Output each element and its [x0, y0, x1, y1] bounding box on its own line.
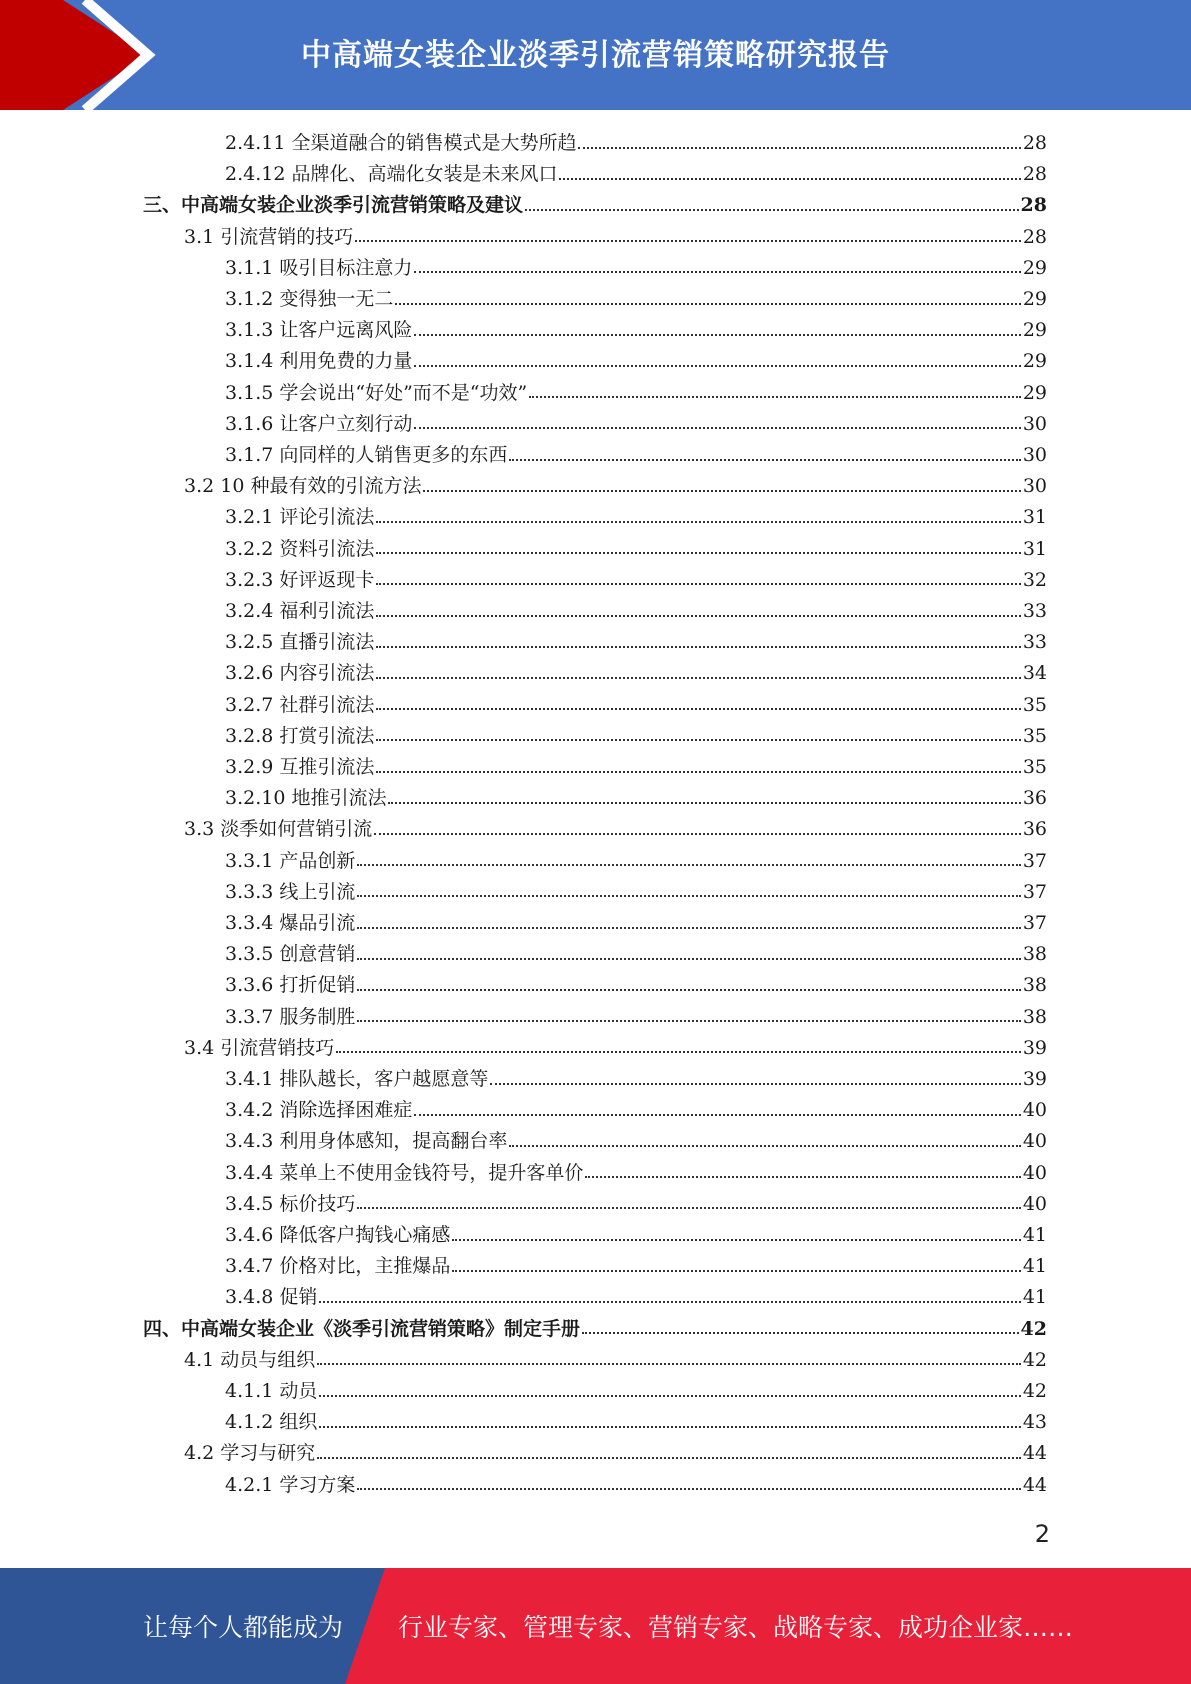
toc-entry[interactable]: [225, 939, 1047, 970]
toc-dot-leader: [319, 1426, 1020, 1428]
toc-entry-page: 29: [1022, 288, 1047, 310]
toc-entry-page: 35: [1022, 724, 1047, 747]
toc-entry-page: 30: [1022, 412, 1047, 435]
toc-entry-label: 3.2.6 内容引流法: [225, 662, 375, 685]
toc-entry[interactable]: [225, 1376, 1047, 1407]
toc-entry-label: 2.4.11 全渠道融合的销售模式是大势所趋: [225, 132, 577, 154]
toc-entry[interactable]: [225, 1095, 1047, 1126]
toc-entry-label: 3.1 引流营销的技巧: [184, 225, 354, 248]
toc-entry-page: 40: [1022, 1192, 1047, 1215]
toc-entry-label: 3.2.10 地推引流法: [225, 787, 387, 810]
toc-entry[interactable]: [225, 1282, 1047, 1313]
toc-entry-label: 3.2.7 社群引流法: [225, 693, 375, 716]
toc-entry[interactable]: [225, 752, 1047, 783]
toc-entry-label: 3.3.1 产品创新: [225, 849, 356, 872]
toc-entry-page: 35: [1022, 756, 1047, 778]
toc-entry-page: 37: [1022, 912, 1047, 934]
toc-dot-leader: [357, 989, 1020, 991]
toc-entry-label: 4.1.2 组织: [225, 1411, 318, 1434]
toc-dot-leader: [509, 459, 1020, 461]
toc-entry-label: 4.2.1 学习方案: [225, 1473, 356, 1496]
toc-entry-label: 3.1.2 变得独一无二: [225, 288, 394, 310]
toc-dot-leader: [414, 271, 1020, 273]
toc-entry-label: 4.1 动员与组织: [184, 1348, 316, 1371]
page-number: 2: [1034, 1520, 1050, 1548]
toc-entry[interactable]: [225, 658, 1047, 689]
toc-entry-label: 3.3 淡季如何营销引流: [184, 818, 373, 841]
toc-entry-page: 38: [1022, 943, 1047, 966]
toc-entry-label: 3.2.9 互推引流法: [225, 756, 375, 778]
toc-entry[interactable]: [225, 721, 1047, 752]
toc-entry-label: 3.4 引流营销技巧: [184, 1036, 335, 1059]
toc-entry-label: 3.3.3 线上引流: [225, 880, 356, 903]
toc-dot-leader: [414, 1114, 1020, 1116]
toc-entry-page: 38: [1022, 1005, 1047, 1028]
toc-entry[interactable]: [225, 596, 1047, 627]
toc-entry-page: 37: [1022, 880, 1047, 903]
toc-entry[interactable]: [225, 534, 1047, 565]
toc-entry[interactable]: [225, 440, 1047, 471]
toc-entry-label: 3.4.5 标价技巧: [225, 1192, 356, 1215]
toc-entry-page: 36: [1022, 818, 1047, 841]
footer-slogan-right: 行业专家、管理专家、营销专家、战略专家、成功企业家……: [398, 1613, 1074, 1642]
toc-entry-page: 41: [1022, 1286, 1047, 1309]
toc-dot-leader: [357, 895, 1020, 897]
toc-entry-page: 35: [1022, 693, 1047, 716]
toc-entry-label: 4.2 学习与研究: [184, 1442, 316, 1465]
toc-entry-label: 3.4.6 降低客户掏钱心痛感: [225, 1224, 451, 1246]
toc-dot-leader: [317, 1457, 1021, 1459]
toc-entry-page: 36: [1022, 787, 1047, 810]
toc-entry-page: 39: [1022, 1068, 1047, 1090]
toc-entry-page: 30: [1022, 475, 1047, 498]
toc-entry[interactable]: [225, 378, 1047, 409]
toc-entry-page: 29: [1022, 350, 1047, 373]
page-header: [0, 0, 1191, 110]
toc-dot-leader: [357, 1207, 1020, 1209]
toc-entry[interactable]: [225, 1220, 1047, 1251]
toc-entry-label: 3.1.6 让客户立刻行动: [225, 412, 413, 435]
toc-entry[interactable]: [225, 284, 1047, 315]
toc-entry-label: 3.1.3 让客户远离风险: [225, 319, 413, 342]
toc-entry[interactable]: [184, 1438, 1047, 1469]
toc-entry-label: 3.1.1 吸引目标注意力: [225, 256, 413, 279]
toc-entry-page: 31: [1022, 537, 1047, 560]
toc-entry-page: 37: [1022, 849, 1047, 872]
page-footer: [0, 1568, 1191, 1684]
toc-entry-page: 38: [1022, 974, 1047, 997]
toc-dot-leader: [376, 771, 1020, 773]
toc-entry[interactable]: [184, 471, 1047, 502]
toc-entry-label: 3.2.5 直播引流法: [225, 631, 375, 654]
toc-entry[interactable]: [225, 783, 1047, 814]
toc-dot-leader: [490, 1083, 1020, 1085]
toc-entry[interactable]: [225, 627, 1047, 658]
toc-dot-leader: [414, 334, 1020, 336]
toc-entry-page: 28: [1022, 132, 1047, 154]
toc-entry[interactable]: [184, 222, 1047, 253]
toc-entry-label: 3.4.7 价格对比，主推爆品: [225, 1255, 451, 1278]
toc-entry-page: 28: [1022, 163, 1047, 186]
toc-dot-leader: [529, 396, 1021, 398]
toc-entry-label: 3.2.1 评论引流法: [225, 506, 375, 529]
toc-entry-page: 29: [1022, 319, 1047, 342]
toc-dot-leader: [452, 1270, 1020, 1272]
toc-entry[interactable]: [225, 565, 1047, 596]
toc-dot-leader: [376, 646, 1020, 648]
toc-dot-leader: [585, 1176, 1020, 1178]
toc-entry-page: 33: [1022, 631, 1047, 654]
toc-entry[interactable]: [225, 1251, 1047, 1282]
toc-entry-page: 28: [1020, 194, 1047, 217]
toc-entry-label: 3.2.4 福利引流法: [225, 600, 375, 622]
document-title: 中高端女装企业淡季引流营销策略研究报告: [301, 38, 890, 73]
toc-entry-page: 42: [1022, 1348, 1047, 1371]
toc-entry[interactable]: [225, 346, 1047, 377]
toc-entry-label: 3.2.2 资料引流法: [225, 537, 375, 560]
toc-entry-page: 43: [1022, 1411, 1047, 1434]
toc-dot-leader: [357, 864, 1020, 866]
toc-dot-leader: [355, 240, 1021, 242]
toc-dot-leader: [578, 147, 1020, 149]
toc-dot-leader: [376, 615, 1020, 617]
toc-entry-page: 42: [1022, 1380, 1047, 1402]
toc-entry-label: 3.3.6 打折促销: [225, 974, 356, 997]
toc-entry[interactable]: [225, 1002, 1047, 1033]
toc-dot-leader: [319, 1301, 1020, 1303]
toc-entry-page: 42: [1020, 1317, 1047, 1340]
toc-entry[interactable]: [184, 1345, 1047, 1376]
toc-entry[interactable]: [225, 690, 1047, 721]
toc-entry-page: 33: [1022, 600, 1047, 622]
toc-dot-leader: [376, 677, 1020, 679]
toc-entry[interactable]: [184, 1033, 1047, 1064]
toc-dot-leader: [559, 178, 1020, 180]
toc-entry-label: 3.2.8 打赏引流法: [225, 724, 375, 747]
toc-dot-leader: [376, 739, 1020, 741]
toc-dot-leader: [376, 583, 1020, 585]
toc-entry-label: 3.1.5 学会说出“好处”而不是“功效”: [225, 381, 528, 404]
toc-entry-label: 3.3.4 爆品引流: [225, 912, 356, 934]
toc-entry-page: 31: [1022, 506, 1047, 529]
toc-entry[interactable]: [225, 1407, 1047, 1438]
toc-entry-label: 3.1.4 利用免费的力量: [225, 350, 413, 373]
toc-entry-label: 三、中高端女装企业淡季引流营销策略及建议: [143, 194, 524, 217]
toc-entry[interactable]: [225, 315, 1047, 346]
toc-entry-label: 4.1.1 动员: [225, 1380, 318, 1402]
toc-entry-label: 3.3.5 创意营销: [225, 943, 356, 966]
toc-entry-page: 30: [1022, 444, 1047, 466]
toc-entry-label: 3.4.2 消除选择困难症: [225, 1099, 413, 1122]
toc-entry[interactable]: [225, 253, 1047, 284]
toc-entry-label: 3.2 10 种最有效的引流方法: [184, 475, 422, 498]
toc-entry[interactable]: [225, 1470, 1047, 1501]
toc-dot-leader: [509, 1145, 1020, 1147]
toc-entry-label: 3.1.7 向同样的人销售更多的东西: [225, 444, 508, 466]
toc-dot-leader: [357, 1488, 1020, 1490]
toc-dot-leader: [319, 1395, 1020, 1397]
toc-entry-page: 34: [1022, 662, 1047, 685]
toc-entry-page: 40: [1022, 1130, 1047, 1153]
toc-entry[interactable]: [225, 409, 1047, 440]
toc-entry-label: 2.4.12 品牌化、高端化女装是未来风口: [225, 163, 558, 186]
toc-entry[interactable]: [225, 1126, 1047, 1157]
toc-entry[interactable]: [143, 190, 1047, 221]
toc-entry[interactable]: [225, 128, 1047, 159]
toc-dot-leader: [423, 490, 1020, 492]
toc-dot-leader: [452, 1239, 1020, 1241]
toc-entry-label: 3.2.3 好评返现卡: [225, 568, 375, 591]
toc-entry-label: 3.4.3 利用身体感知，提高翻台率: [225, 1130, 508, 1153]
toc-entry-page: 29: [1022, 381, 1047, 404]
toc-dot-leader: [317, 1363, 1021, 1365]
toc-entry-page: 41: [1022, 1224, 1047, 1246]
toc-entry[interactable]: [225, 159, 1047, 190]
toc-dot-leader: [376, 521, 1020, 523]
toc-dot-leader: [414, 427, 1020, 429]
toc-dot-leader: [376, 708, 1020, 710]
toc-entry-page: 28: [1022, 225, 1047, 248]
toc-dot-leader: [414, 365, 1020, 367]
toc-dot-leader: [376, 552, 1020, 554]
toc-entry[interactable]: [225, 502, 1047, 533]
toc-dot-leader: [525, 209, 1019, 211]
toc-entry-page: 41: [1022, 1255, 1047, 1278]
toc-entry[interactable]: [225, 970, 1047, 1001]
toc-entry[interactable]: [225, 877, 1047, 908]
toc-dot-leader: [336, 1051, 1021, 1053]
toc-entry[interactable]: [184, 814, 1047, 845]
toc-entry[interactable]: [225, 908, 1047, 939]
toc-entry-page: 39: [1022, 1036, 1047, 1059]
toc-entry-page: 44: [1022, 1442, 1047, 1465]
toc-entry-page: 44: [1022, 1473, 1047, 1496]
toc-entry-page: 40: [1022, 1099, 1047, 1122]
toc-entry-label: 3.4.4 菜单上不使用金钱符号，提升客单价: [225, 1161, 584, 1184]
toc-entry[interactable]: [225, 1064, 1047, 1095]
toc-entry[interactable]: [225, 846, 1047, 877]
footer-slogan-left: 让每个人都能成为: [143, 1613, 344, 1642]
toc-entry[interactable]: [143, 1314, 1047, 1345]
toc-entry-page: 40: [1022, 1161, 1047, 1184]
toc-dot-leader: [582, 1332, 1019, 1334]
toc-entry[interactable]: [225, 1189, 1047, 1220]
toc-entry-page: 32: [1022, 568, 1047, 591]
toc-dot-leader: [374, 833, 1021, 835]
toc-entry-label: 3.3.7 服务制胜: [225, 1005, 356, 1028]
toc-entry-page: 29: [1022, 256, 1047, 279]
toc-entry[interactable]: [225, 1158, 1047, 1189]
toc-entry-label: 四、中高端女装企业《淡季引流营销策略》制定手册: [143, 1317, 581, 1340]
toc-dot-leader: [395, 303, 1020, 305]
toc-entry-label: 3.4.1 排队越长，客户越愿意等: [225, 1068, 489, 1090]
toc-dot-leader: [388, 802, 1020, 804]
toc-dot-leader: [357, 958, 1020, 960]
toc-dot-leader: [357, 1020, 1020, 1022]
toc-dot-leader: [357, 927, 1020, 929]
toc-entry-label: 3.4.8 促销: [225, 1286, 318, 1309]
